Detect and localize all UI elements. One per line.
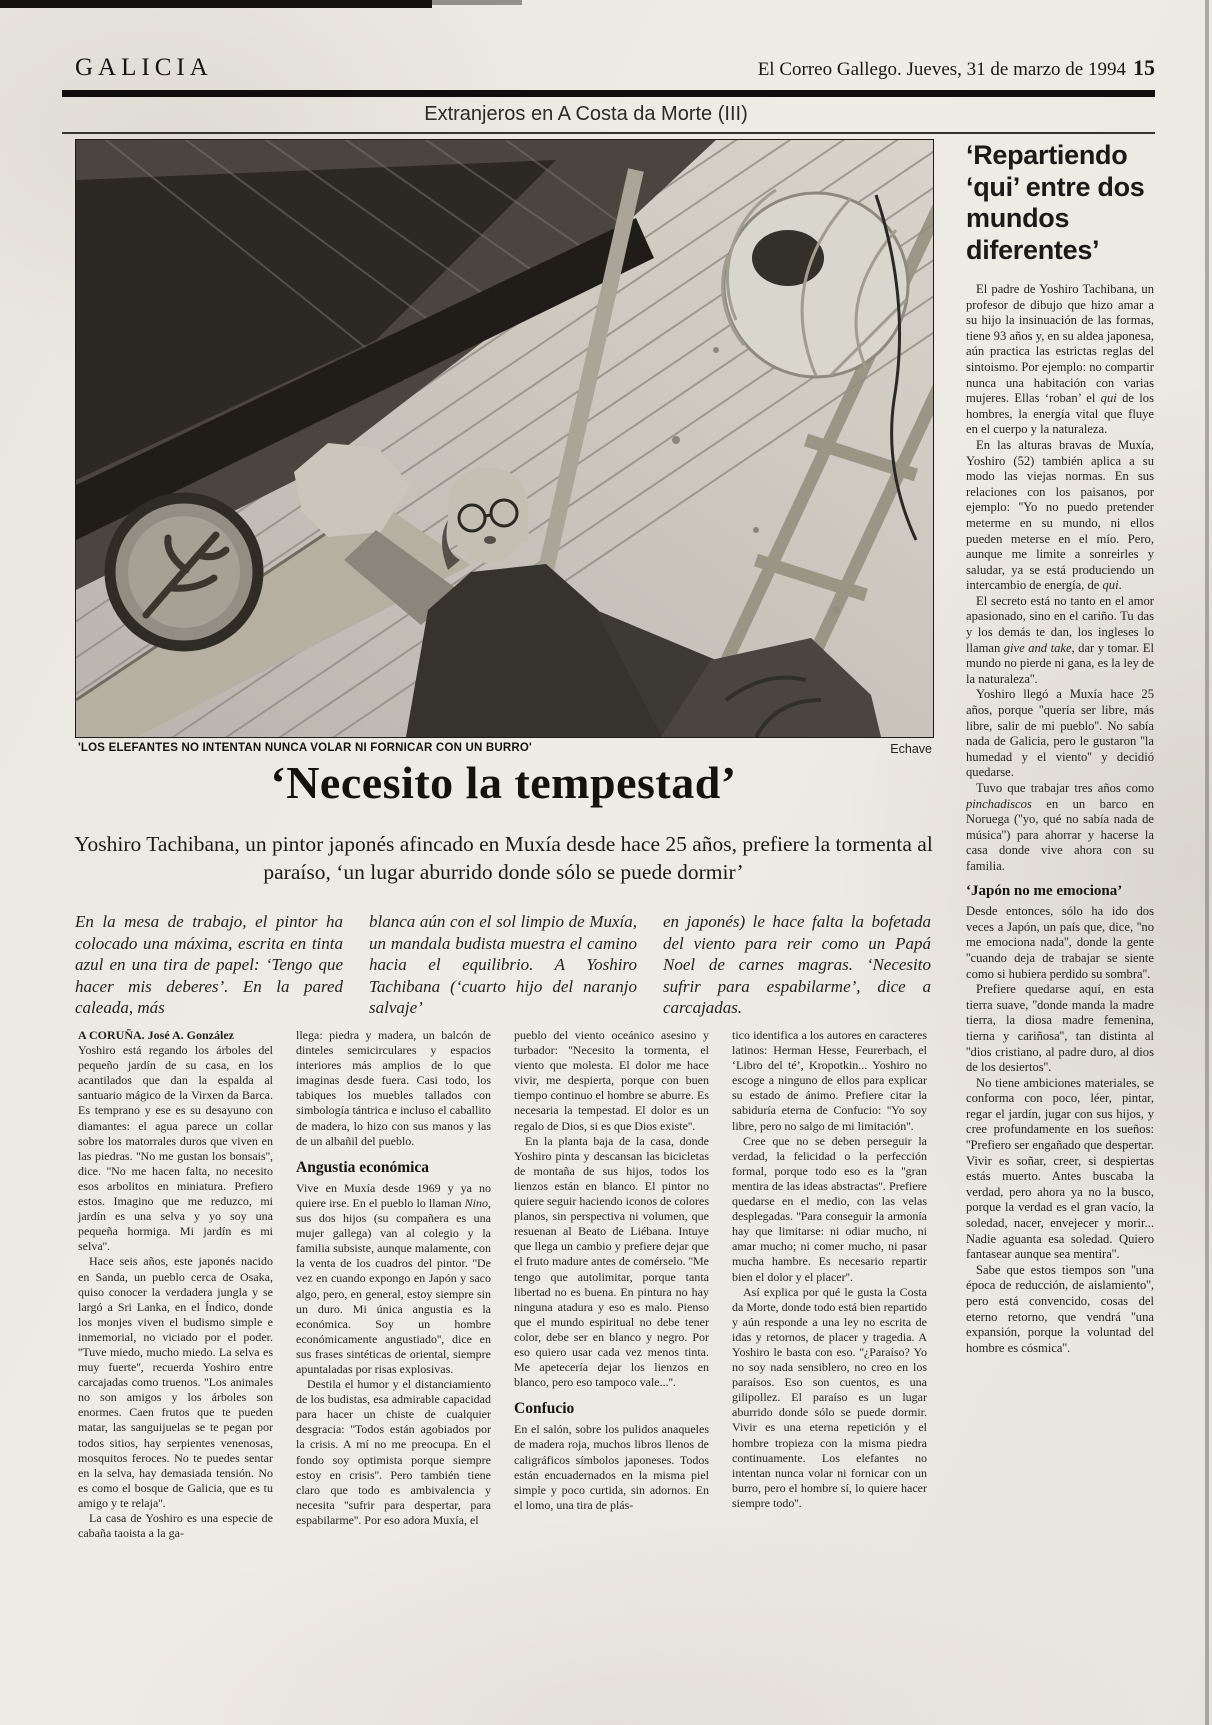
paragraph: En las alturas bravas de Muxía, Yoshiro (52) también aplica a su modo las viejas normas. En sus relaciones con los paisanos, por ejemplo: ''Yo no puedo pretender meterme en su mundo, ni ellos pueden meterse en el mío. Pero, aunque me limite a sonreirles y saludar, ya se está produciendo un intercambio de energía, de qui.: [966, 437, 1154, 593]
masthead: [75, 54, 1155, 82]
column-subhead: Angustia económica: [296, 1158, 430, 1176]
column-subhead: ‘Japón no me emociona’: [966, 882, 1123, 899]
scan-artifact-right-edge: [1205, 0, 1209, 1725]
scan-artifact-top-fade: [432, 0, 522, 5]
sidebar-title: ‘Repartiendo ‘qui’ entre dos mundos diferentes’: [966, 140, 1145, 265]
paragraph: En la planta baja de la casa, donde Yoshiro pinta y descansan las bicicletas de montaña de sus hijos, todos los lienzos están en blanco. El pintor no quiere seguir haciendo iconos de colores planos, sin perspectiva ni volumen, que resuenan al Beato de Liébana. Intuye que llega un cambio y prefiere dejar que el fruto madure antes de comérselo. ''Me tengo que autolimitar, porque tanta libertad no es buena. En pintura no hay ninguna atadura y eso es malo. Pienso que el mundo espiritual no debe tener color, debe ser en blanco y negro. Por eso quiero usar cada vez menos tinta. Me apetecería dejar los lienzos en blanco, pero eso tampoco vale...''.: [514, 1133, 709, 1390]
photo-cabin-interior: [75, 139, 934, 738]
issue-line: [758, 55, 1155, 81]
article-column-2: [296, 1028, 491, 1541]
carved-emblem-icon: [110, 498, 258, 646]
lead-column-3: en japonés) le hace falta la bofetada del viento para reir como un Papá Noel de carnes magras. ‘Necesito sufrir para espabilarme’, dice a carcajadas.: [663, 912, 931, 1018]
paragraph: El secreto está no tanto en el amor apasionado, sino en el cariño. Tu das y los demás te dan, los ingleses lo llaman give and take, dar y tomar. El mundo no pierde ni gana, es la ley de la naturaleza''.: [966, 593, 1154, 686]
paragraph: No tiene ambiciones materiales, se conforma con poco, léer, pintar, regar el jardín, jugar con sus hijos, y cree profundamente en los sueños: ''Prefiero ser engañado que despertar. Vivir es soñar, creer, si despiertas estás muerto. Antes buscaba la verdad, pero ahora ya no la busco, porque la verdad es el gran vacío, la soledad, nacer, envejecer y morir... Nadie aguanta esa soledad. Quiero fantasear aunque sea mentira''.: [966, 1075, 1154, 1262]
column-subhead: Confucio: [514, 1400, 575, 1418]
article-column-1: [78, 1028, 273, 1541]
lead-column-2: blanca aún con el sol limpio de Muxía, un mandala budista muestra el camino hacia el equilibrio. A Yoshiro Tachibana (‘cuarto hijo del naranjo salvaje’: [369, 912, 637, 1018]
paragraph: Prefiere quedarse aquí, en esta tierra suave, ''donde manda la madre tierra, la diosa madre femenina, tierna y cariñosa'', tan distinta al ''dios cristiano, al padre duro, al dios de los desiertos''.: [966, 982, 1154, 1075]
paragraph: Desde entonces, sólo ha ido dos veces a Japón, un país que, dice, ''no me emociona nada'', donde la gente ''cuando deja de trabajar se siente como si hubiera perdido su sombra''.: [966, 904, 1154, 981]
headline: ‘Necesito la tempestad’: [270, 757, 737, 808]
paragraph: En el salón, sobre los pulidos anaqueles de madera roja, muchos libros llenos de caligráficos símbolos japoneses. Todos están encuadernados en la misma piel simple y poco curtida, sin adornos. En el lomo, una tira de plás-: [514, 1422, 709, 1512]
paragraph: Cree que no se deben perseguir la verdad, la felicidad o la perfección formal, porque todo eso es la ''gran mentira de las ideas abstractas''. Prefiere quedarse en el medio, con las velas desplegadas. ''Para conseguir la armonía hay que limitarse: ni odiar mucho, ni amar mucho; ni comer mucho, ni pasar mucha hambre. Es necesario repartir bien el dolor y el placer''.: [732, 1133, 927, 1284]
lead-column-1: En la mesa de trabajo, el pintor ha colocado una máxima, escrita en tinta azul en una tira de papel: ‘Tengo que hacer mis deberes’. En la pared caleada, más: [75, 912, 343, 1018]
paragraph: La casa de Yoshiro es una especie de cabaña taoista a la ga-: [78, 1511, 273, 1541]
kicker: Extranjeros en A Costa da Morte (III): [424, 103, 748, 125]
paragraph: pueblo del viento oceánico asesino y turbador: ''Necesito la tormenta, el viento que molesta. El dolor me hace vivir, me despierta, porque con buen tiempo continuo el hombre se aburre. Es necesaria la tempestad. El dolor es un regalo de Dios, si es que Dios existe''.: [514, 1028, 709, 1133]
article-column-4: [732, 1028, 927, 1541]
paragraph: Yoshiro está regando los árboles del pequeño jardín de su casa, en los acantilados que dan la espalda al santuario mágico de la Virxen da Barca. Es temprano y ese es su desayuno con diamantes: el agua parece un collar sobre los matorrales duros que viven en las piedras. ''No me gustan los bonsais'', dice. ''No me hacen falta, no necesito esos arbolitos en miniatura. Prefiero estos. Imagino que me reduzco, mi jardín es una selva y yo soy una pequeña hormiga. Mi jardín es mi selva''.: [78, 1043, 273, 1254]
paragraph: Así explica por qué le gusta la Costa da Morte, donde todo está bien repartido y aún responde a una ley no escrita de idas y retornos, de placer y tragedia. A Yoshiro le basta con eso. ''¿Paraíso? Yo no soy nada sensiblero, no creo en los paraísos. Eso son cuentos, es una gilipollez. El paraíso es un lugar aburrido donde sólo se puede dormir. Vivir es una eterna repetición y el hombre tropieza con la misma piedra continuamente. Los elefantes no intentan nunca volar ni fornicar con un burro, pero el hombre sí, lo quiere hacer siempre todo''.: [732, 1284, 927, 1510]
paragraph: Vive en Muxía desde 1969 y ya no quiere irse. En el pueblo lo llaman Nino, sus dos hijos (su compañera es una mujer gallega) van al colegio y la familia subsiste, aunque malamente, con la venta de los cuadros del pintor. ''De vez en cuando expongo en Japón y saco algo, pero, en general, estoy siempre sin un duro. Mi única angustia es la económica. Soy un hombre económicamente angustiado'', dice en sus frases sintéticas de oriental, siempre apuntaladas por risas explosivas.: [296, 1180, 491, 1376]
photo-illustration: [76, 140, 933, 737]
caption-row: [78, 742, 932, 756]
divider-thick: [62, 90, 1155, 97]
paragraph: El padre de Yoshiro Tachibana, un profesor de dibujo que hizo amar a su hijo la insinuación de las formas, tiene 93 años y, en su aldea japonesa, aún practica las estrictas reglas del sintoismo. Por ejemplo: no compartir nunca una habitación con varias mujeres. Ellas ‘roban’ el qui de los hombres, la energía vital que fluye en el cuerpo y la naturaleza.: [966, 282, 1154, 437]
photo-caption: 'LOS ELEFANTES NO INTENTAN NUNCA VOLAR NI FORNICAR CON UN BURRO': [78, 742, 532, 754]
byline: A CORUÑA. José A. González: [78, 1028, 234, 1042]
paragraph: Yoshiro llegó a Muxía hace 25 años, porque ''quería ser libre, más libre, salir de mi pueblo''. No sabía nada de Galicia, pero le gustaron ''la humedad y el viento'' y decidió quedarse.: [966, 687, 1154, 780]
paragraph: Hace seis años, este japonés nacido en Sanda, un pueblo cerca de Osaka, quiso conocer la verdadera jungla y se largó a Sri Lanka, en el Índico, donde los monjes viven el budismo simple e inmemorial, no viciado por el poder. ''Tuve miedo, mucho miedo. La selva es muy fuerte'', recuerda Yoshiro entre carcajadas como truenos. ''Los animales no son amigos y los árboles son enormes. Caen frutos que te pueden matar, las sanguijuelas se te pegan por todos sitios, hay serpientes venenosas, mosquitos feroces. No te puedes sentar en la selva, hay demasiada tensión. No es como el bosque de Galicia, que es tu amigo y te relaja''.: [78, 1254, 273, 1510]
sidebar-article: [966, 140, 1154, 1356]
photo-credit: Echave: [890, 742, 932, 756]
page-number: 15: [1133, 55, 1155, 80]
issue-date: El Correo Gallego. Jueves, 31 de marzo de 1994: [757, 59, 1126, 80]
paragraph: Sabe que estos tiempos son ''una época de reducción, de aislamiento'', pero está convencido, cosas del eterno retorno, que vendrá ''una expansión, porque la voluntad del hombre es cósmica''.: [966, 1262, 1154, 1355]
article-body: [78, 1028, 927, 1541]
section-label: GALICIA: [75, 54, 213, 81]
paragraph: Tuvo que trabajar tres años como pinchadiscos en un barco en Noruega (''yo, qué no sabía nada de música'') para ahorrar y hacerse la casa donde vive ahora con su familia.: [966, 781, 1154, 873]
article-column-3: [514, 1028, 709, 1541]
subhead: Yoshiro Tachibana, un pintor japonés afincado en Muxía desde hace 25 años, prefiere la tormenta al paraíso, ‘un lugar aburrido donde sólo se puede dormir’: [74, 832, 933, 884]
paragraph: tico identifica a los autores en caracteres latinos: Herman Hesse, Feurerbach, el ‘Libro del té’, Kropotkin... Yoshiro no escoge a ninguno de ellos para explicar su estado de ánimo. Prefiere citar la sabiduría eterna de Confucio: ''Yo soy libre, pero no salgo de mi limitación''.: [732, 1028, 927, 1133]
paragraph: llega: piedra y madera, un balcón de dinteles semicirculares y espacios interiores más amplios de lo que imaginas desde fuera. Casi todo, los tabiques los muebles tallados con simbología tántrica e incluso el caballito de madera, lo hizo con sus manos y las de un albañil del pueblo.: [296, 1028, 491, 1148]
lead-section: [75, 911, 932, 1019]
sidebar-body: [966, 282, 1154, 1356]
paragraph: Destila el humor y el distanciamiento de los budistas, esa admirable capacidad para hacer un chiste de cualquier desgracia: ''Todos están agobiados por la crisis. A mí no me preocupa. En el fondo soy optimista porque siempre estoy en crisis''. Pero también tiene claro que todo es ambivalencia y necesita ''sufrir para despertar, para espabilarme''. Por eso adora Muxía, el: [296, 1377, 491, 1527]
divider-thin: [62, 132, 1155, 134]
scan-artifact-top: [0, 0, 432, 8]
